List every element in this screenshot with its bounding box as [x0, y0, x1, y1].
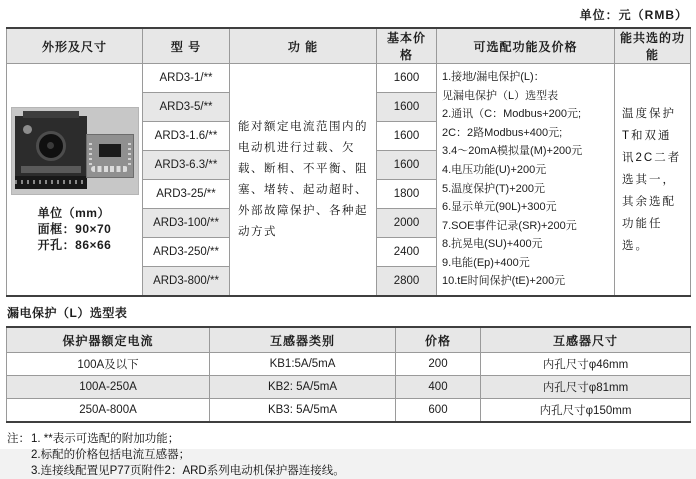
- ct-size-cell: 内孔尺寸φ81mm: [481, 376, 691, 399]
- function-cell: 能对额定电流范围内的电动机进行过载、欠载、断相、不平衡、阻塞、堵转、起动超时、外部故障保护、各种起动方式: [230, 64, 377, 297]
- optional-line: 3.4～20mA模拟量(M)+200元: [442, 145, 583, 158]
- ct-size-cell: 内孔尺寸φ46mm: [481, 353, 691, 376]
- note-line: 2.标配的价格包括电流互感器；: [31, 449, 191, 461]
- header-base-price: 基本价格: [377, 28, 437, 64]
- model-cell: ARD3-6.3/**: [143, 151, 230, 180]
- table-row: [7, 64, 691, 93]
- dimensions-unit: 单位（mm）: [37, 205, 110, 220]
- table-row: [7, 353, 691, 376]
- relay-label-strip: [21, 166, 81, 173]
- optional-line: 4.电压功能(U)+200元: [442, 163, 547, 176]
- relay-connector: [36, 131, 66, 161]
- header-model: 型 号: [143, 28, 230, 64]
- leakage-table: [6, 326, 691, 423]
- header-co-select: 能共选的功能: [615, 28, 691, 64]
- notes-block: [6, 431, 690, 479]
- leakage-table-title: 漏电保护（L）选型表: [7, 306, 128, 320]
- relay-device: [15, 116, 87, 189]
- ct-type-cell: KB2: 5A/5mA: [210, 376, 396, 399]
- rated-current-cell: 250A-800A: [7, 399, 210, 423]
- header-rated-current: 保护器额定电流: [7, 327, 210, 353]
- co-select-cell: 温度保护T和双通讯2C二者选其一，其余选配功能任选。: [615, 64, 691, 297]
- price-cell: 600: [396, 399, 481, 423]
- price-cell: 1600: [377, 64, 437, 93]
- rated-current-cell: 100A-250A: [7, 376, 210, 399]
- dimensions-block: [38, 205, 112, 253]
- model-cell: ARD3-25/**: [143, 180, 230, 209]
- price-cell: 200: [396, 353, 481, 376]
- panel-buttons: [91, 166, 128, 172]
- note-line: 3.连接线配置见P77页附件2：ARD系列电动机保护器连接线。: [31, 465, 345, 477]
- header-appearance: 外形及尺寸: [7, 28, 143, 64]
- header-ct-type: 互感器类别: [210, 327, 396, 353]
- price-cell: 2400: [377, 238, 437, 267]
- pricing-table: [6, 27, 691, 297]
- appearance-cell: [7, 64, 143, 297]
- note-line: 1. **表示可选配的附加功能；: [31, 433, 180, 445]
- model-cell: ARD3-100/**: [143, 209, 230, 238]
- display-panel: [86, 134, 134, 178]
- optional-line: 8.抗晃电(SU)+400元: [442, 238, 543, 251]
- optional-line: 2C：2路Modbus+400元;: [442, 126, 563, 139]
- price-cell: 1800: [377, 180, 437, 209]
- relay-top-cap: [23, 111, 79, 118]
- header-ct-size: 互感器尺寸: [481, 327, 691, 353]
- price-cell: 400: [396, 376, 481, 399]
- relay-indicator: [23, 125, 32, 134]
- price-cell: 1600: [377, 93, 437, 122]
- model-cell: ARD3-250/**: [143, 238, 230, 267]
- model-cell: ARD3-1.6/**: [143, 122, 230, 151]
- optional-cell: [437, 64, 615, 297]
- optional-line: 2.通讯（C：Modbus+200元;: [442, 108, 582, 121]
- optional-line: 7.SOE事件记录(SR)+200元: [442, 219, 577, 232]
- model-cell: ARD3-800/**: [143, 267, 230, 297]
- ct-type-cell: KB1:5A/5mA: [210, 353, 396, 376]
- model-cell: ARD3-5/**: [143, 93, 230, 122]
- optional-line: 10.tE时间保护(tE)+200元: [442, 275, 566, 288]
- optional-line: 9.电能(Ep)+400元: [442, 256, 530, 269]
- optional-line: 5.温度保护(T)+200元: [442, 182, 545, 195]
- panel-screen: [99, 144, 121, 157]
- optional-line: 6.显示单元(90L)+300元: [442, 201, 557, 214]
- price-cell: 1600: [377, 151, 437, 180]
- ct-type-cell: KB3: 5A/5mA: [210, 399, 396, 423]
- ct-size-cell: 内孔尺寸φ150mm: [481, 399, 691, 423]
- relay-terminal-strip: [15, 176, 87, 189]
- dimensions-frame: 面框：90×70: [37, 221, 112, 236]
- optional-line: 1.接地/漏电保护(L)：: [442, 70, 545, 83]
- pricing-table-header-row: [7, 28, 691, 64]
- table-row: [7, 376, 691, 399]
- header-optional: 可选配功能及价格: [437, 28, 615, 64]
- dimensions-cutout: 开孔：86×66: [37, 237, 112, 252]
- model-cell: ARD3-1/**: [143, 64, 230, 93]
- price-cell: 2000: [377, 209, 437, 238]
- product-photo: [11, 107, 139, 195]
- price-cell: 1600: [377, 122, 437, 151]
- panel-right-leds: [128, 143, 131, 165]
- header-function: 功 能: [230, 28, 377, 64]
- header-price: 价格: [396, 327, 481, 353]
- unit-label: 单位：元（RMB）: [579, 8, 688, 22]
- rated-current-cell: 100A及以下: [7, 353, 210, 376]
- notes-prefix: 注：: [7, 433, 30, 445]
- panel-left-leds: [89, 143, 92, 165]
- price-cell: 2800: [377, 267, 437, 297]
- optional-line: 见漏电保护（L）选型表: [442, 89, 559, 102]
- table-row: [7, 399, 691, 423]
- leakage-table-header-row: [7, 327, 691, 353]
